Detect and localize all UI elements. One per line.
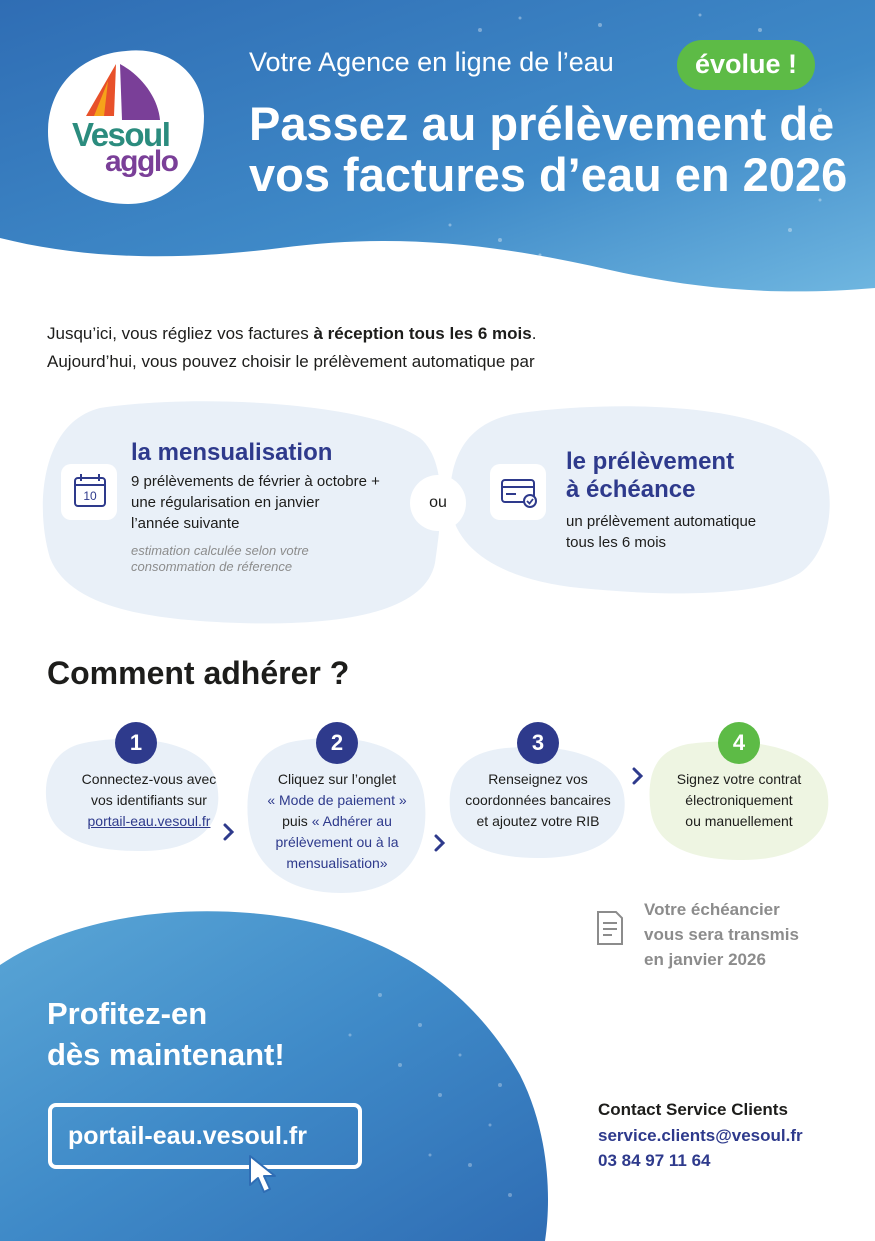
or-separator: ou — [410, 475, 466, 531]
option-due-date-text: un prélèvement automatique tous les 6 mois — [566, 513, 757, 551]
option-monthly-text: 9 prélèvements de février à octobre + une régularisation en janvier l’année suivante — [131, 473, 380, 532]
option-monthly-note: estimation calculée selon votre consommation de réference — [131, 543, 309, 574]
step-4-number: 4 — [718, 722, 760, 764]
intro-text — [47, 320, 827, 376]
step-2-number: 2 — [316, 722, 358, 764]
contact-title: Contact Service Clients — [598, 1100, 788, 1119]
chevron-right-icon — [433, 833, 447, 853]
option-due-date-title: le prélèvement à échéance — [566, 448, 735, 503]
header-subtitle: Votre Agence en ligne de l’eau — [249, 47, 614, 77]
cta-title: Profitez-en dès maintenant! — [47, 996, 285, 1072]
page-title: Passez au prélèvement de vos factures d’eau en 2026 — [249, 97, 848, 201]
chevron-right-icon — [222, 822, 236, 842]
step-2-text: Cliquez sur l’onglet « Mode de paiement » puis « Adhérer au prélèvement ou à la mensualisation» — [267, 771, 407, 871]
calendar-icon — [61, 464, 117, 520]
contact-phone[interactable]: 03 84 97 11 64 — [598, 1151, 711, 1170]
schedule-note: Votre échéancier vous sera transmis en janvier 2026 — [644, 900, 799, 969]
step-1-text: Connectez-vous avec vos identifiants sur portail-eau.vesoul.fr — [81, 771, 217, 829]
logo-text-agglo: agglo — [105, 145, 178, 178]
step-3-text: Renseignez vos coordonnées bancaires et ajoutez votre RIB — [465, 771, 611, 829]
header-badge: évolue ! — [677, 40, 815, 90]
calendar-day: 10 — [83, 489, 97, 503]
step-4-text: Signez votre contrat électroniquement ou manuellement — [676, 771, 802, 829]
intro-line-1: Jusqu’ici, vous régliez vos factures à réception tous les 6 mois. — [47, 324, 537, 343]
portal-link[interactable]: portail-eau.vesoul.fr — [87, 813, 211, 829]
document-icon — [596, 910, 624, 946]
portal-url-button[interactable]: portail-eau.vesoul.fr — [48, 1103, 362, 1169]
step-3-number: 3 — [517, 722, 559, 764]
how-to-title: Comment adhérer ? — [47, 655, 350, 691]
contact-email[interactable]: service.clients@vesoul.fr — [598, 1126, 803, 1145]
option-monthly-title: la mensualisation — [131, 439, 333, 466]
mouse-cursor-icon — [246, 1153, 286, 1197]
logo-text-vesoul: Vesoul — [72, 116, 170, 153]
chevron-right-icon — [631, 766, 645, 786]
step-1-number: 1 — [115, 722, 157, 764]
intro-line-2: Aujourd’hui, vous pouvez choisir le prélèvement automatique par — [47, 352, 535, 371]
credit-card-icon — [490, 464, 546, 520]
